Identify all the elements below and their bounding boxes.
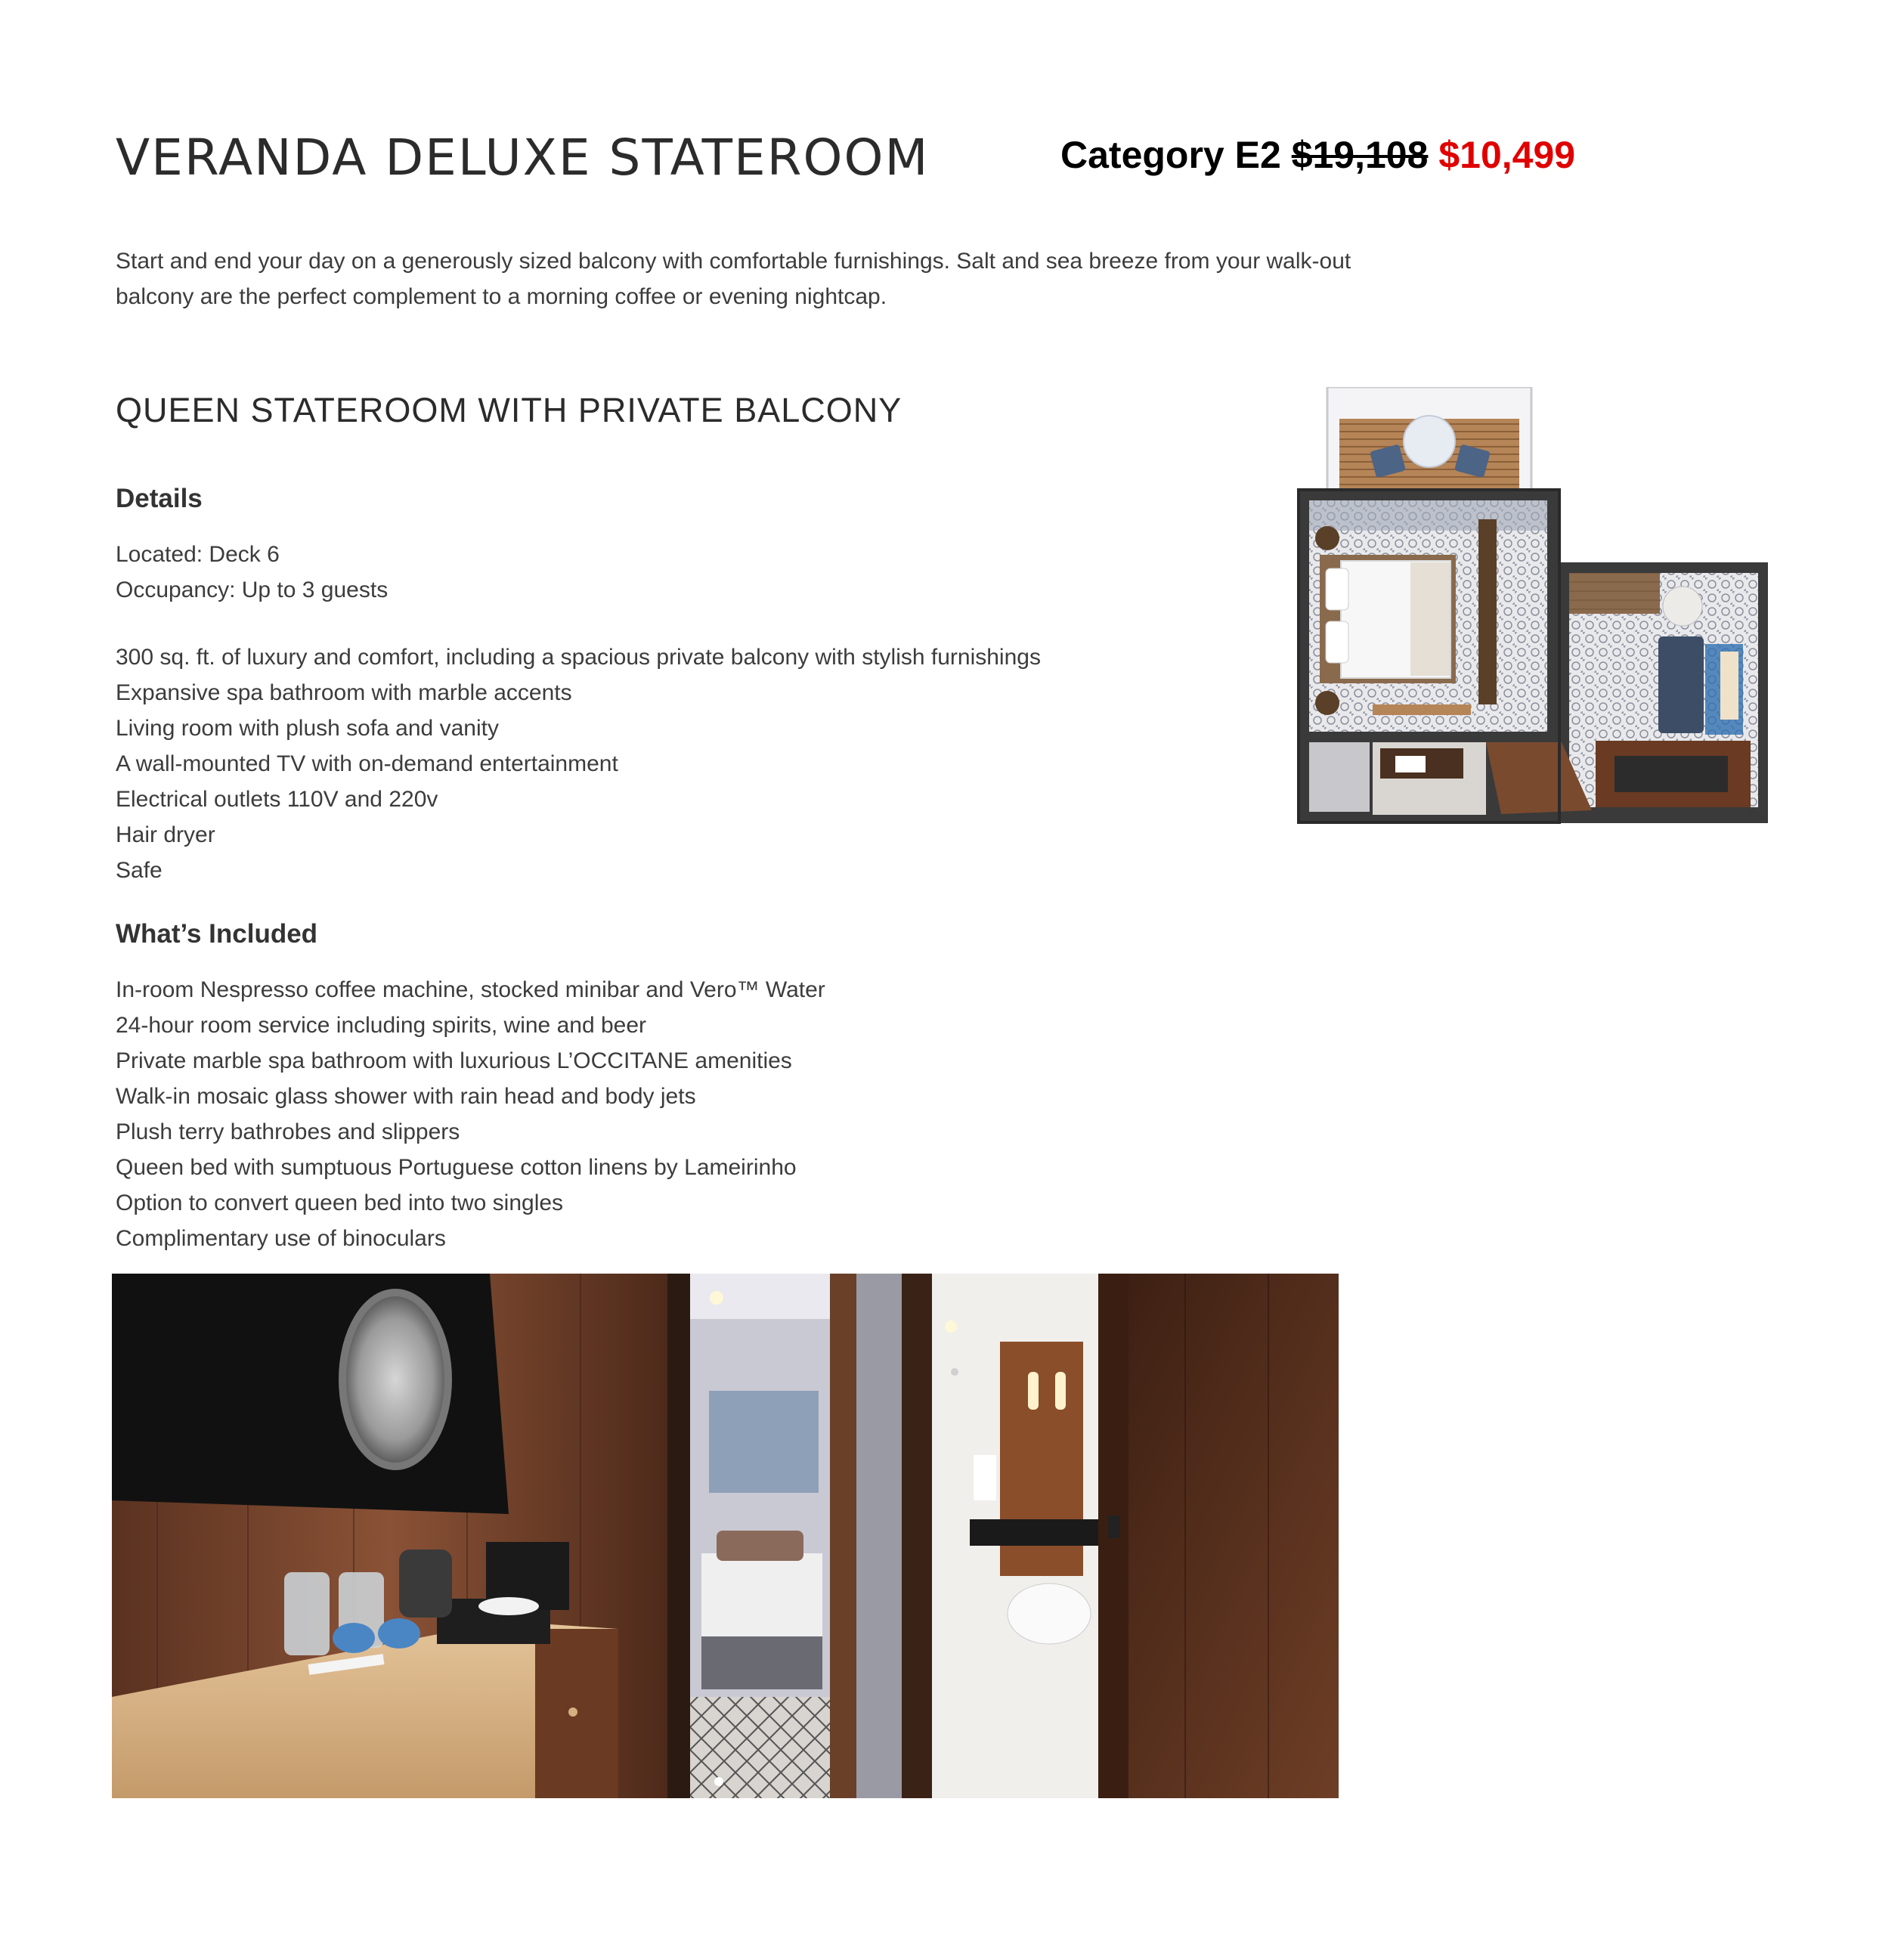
intro-paragraph: Start and end your day on a generously sized balcony with comfortable furnishings. Salt and sea breeze from your walk-out balcony are the perfect complement to a morning coffee or evening nightcap.: [116, 249, 1351, 309]
price-line: [1060, 136, 1575, 174]
list-item: 24-hour room service including spirits, wine and beer: [116, 1013, 647, 1038]
room-heading: QUEEN STATEROOM WITH PRIVATE BALCONY: [116, 391, 902, 429]
list-item: Private marble spa bathroom with luxurious L’OCCITANE amenities: [116, 1048, 792, 1073]
list-item: Walk-in mosaic glass shower with rain head and body jets: [116, 1084, 696, 1109]
details-list: [116, 537, 388, 608]
included-heading: What’s Included: [116, 919, 318, 949]
features-list: [116, 639, 1041, 888]
stateroom-photo: [112, 1274, 1339, 1798]
details-heading: Details: [116, 484, 203, 513]
list-item: Queen bed with sumptuous Portuguese cotton linens by Lameirinho: [116, 1155, 797, 1180]
list-item: 300 sq. ft. of luxury and comfort, including a spacious private balcony with stylish furnishings: [116, 645, 1041, 670]
list-item: In-room Nespresso coffee machine, stocked minibar and Vero™ Water: [116, 977, 825, 1002]
list-item: Expansive spa bathroom with marble accents: [116, 680, 572, 705]
list-item: Plush terry bathrobes and slippers: [116, 1119, 460, 1144]
list-item: Complimentary use of binoculars: [116, 1226, 446, 1251]
list-item: A wall-mounted TV with on-demand entertainment: [116, 751, 618, 776]
list-item: Hair dryer: [116, 822, 215, 847]
list-item: Living room with plush sofa and vanity: [116, 716, 499, 741]
page-title: VERANDA DELUXE STATEROOM: [116, 128, 930, 187]
list-item: Located: Deck 6: [116, 542, 280, 567]
list-item: Safe: [116, 858, 163, 883]
list-item: Occupancy: Up to 3 guests: [116, 577, 389, 602]
list-item: Option to convert queen bed into two singles: [116, 1190, 564, 1215]
list-item: Electrical outlets 110V and 220v: [116, 787, 438, 812]
included-list: [116, 972, 825, 1256]
original-price: $19,108: [1291, 134, 1429, 176]
category-label: Category E2: [1060, 134, 1281, 176]
floorplan-image: [1297, 387, 1769, 825]
sale-price: $10,499: [1438, 134, 1576, 176]
